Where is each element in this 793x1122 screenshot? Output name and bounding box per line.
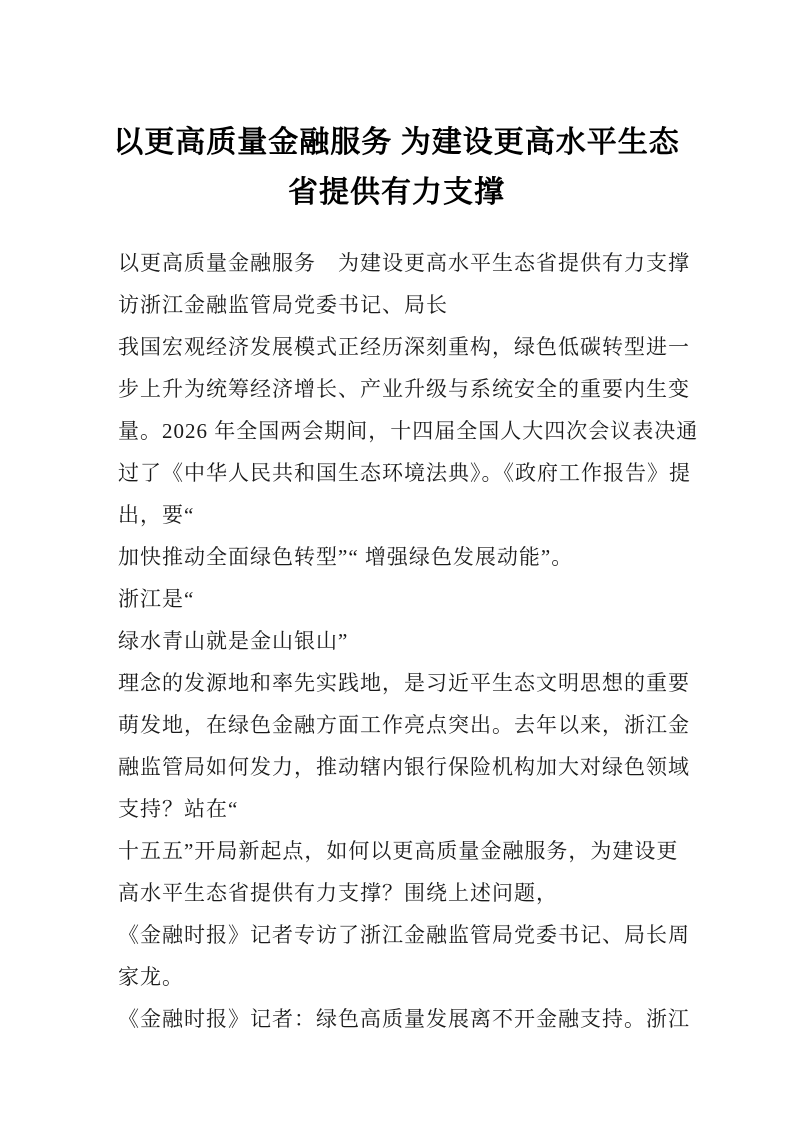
body-text-line: 浙江是“ bbox=[118, 587, 195, 611]
body-text-line: 融监管局如何发力，推动辖内银行保险机构加大对绿色领域 bbox=[118, 755, 690, 779]
body-text-line: 高水平生态省提供有力支撑？围绕上述问题， bbox=[118, 881, 558, 905]
body-text-line: 出，要“ bbox=[118, 503, 195, 527]
body-text-line: 量。2026 年全国两会期间，十四届全国人大四次会议表决通 bbox=[118, 419, 699, 443]
body-text-line: 步上升为统筹经济增长、产业升级与系统安全的重要内生变 bbox=[118, 377, 690, 401]
body-text-line: 萌发地，在绿色金融方面工作亮点突出。去年以来，浙江金 bbox=[118, 713, 690, 737]
title-line: 以更高质量金融服务 为建设更高水平生态 bbox=[113, 126, 680, 159]
document-body bbox=[118, 242, 698, 1040]
body-text-line: 《金融时报》记者专访了浙江金融监管局党委书记、局长周 bbox=[118, 923, 690, 947]
body-text-line: 过了《中华人民共和国生态环境法典》。《政府工作报告》提 bbox=[118, 461, 691, 485]
body-text-line: 《金融时报》记者：绿色高质量发展离不开金融支持。浙江 bbox=[118, 1007, 690, 1031]
document-title bbox=[60, 118, 733, 218]
body-text-line: 以更高质量金融服务 为建设更高水平生态省提供有力支撑 bbox=[118, 251, 690, 275]
title-line: 省提供有力支撑 bbox=[288, 176, 505, 209]
body-text-line: 十五五”开局新起点，如何以更高质量金融服务，为建设更 bbox=[118, 839, 679, 863]
body-text-line: 加快推动全面绿色转型”“ 增强绿色发展动能”。 bbox=[118, 545, 574, 569]
body-text-line: 理念的发源地和率先实践地，是习近平生态文明思想的重要 bbox=[118, 671, 690, 695]
body-text-line: 我国宏观经济发展模式正经历深刻重构，绿色低碳转型进一 bbox=[118, 335, 690, 359]
body-text-line: 绿水青山就是金山银山” bbox=[118, 629, 349, 653]
body-text-line: 家龙。 bbox=[118, 965, 184, 989]
body-text-line: 支持？站在“ bbox=[118, 797, 239, 821]
body-text-line: 访浙江金融监管局党委书记、局长 bbox=[118, 293, 448, 317]
